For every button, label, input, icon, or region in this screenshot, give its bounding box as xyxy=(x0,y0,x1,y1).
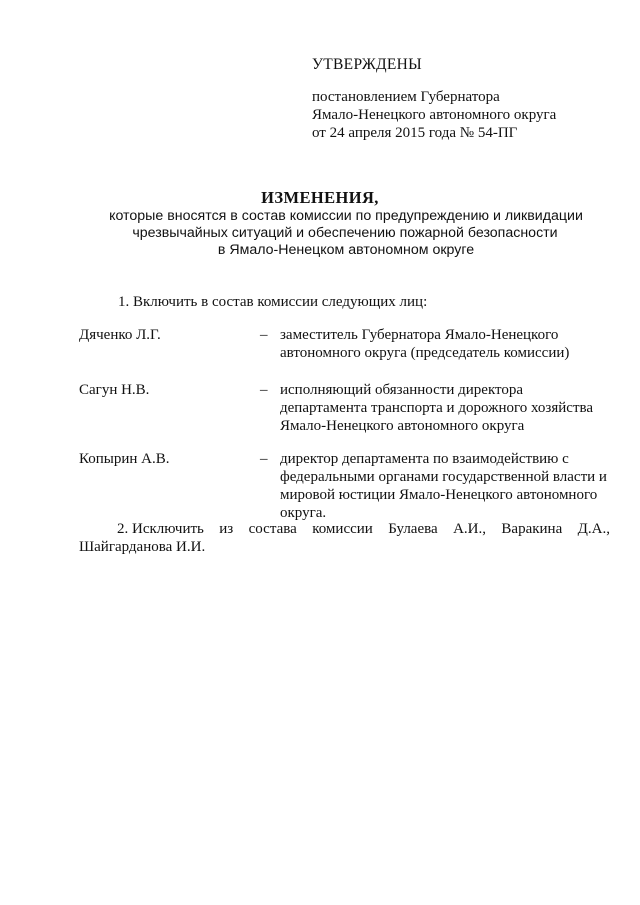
item-2-word: состава xyxy=(248,521,297,537)
item-2-line-1 xyxy=(79,520,610,538)
member-dash: – xyxy=(260,451,268,467)
item-2-word: Д.А., xyxy=(577,521,610,537)
heading-subtitle-line: в Ямало-Ненецком автономном округе xyxy=(217,242,475,258)
member-role xyxy=(280,381,610,435)
member-dash: – xyxy=(260,382,268,398)
heading-title: ИЗМЕНЕНИЯ, xyxy=(261,188,379,207)
item-2-word: Варакина xyxy=(501,521,563,537)
approval-block xyxy=(312,56,612,142)
member-role-line: исполняющий обязанности директора xyxy=(280,382,524,398)
approval-line-decree: постановлением Губернатора xyxy=(312,89,500,105)
approval-title: УТВЕРЖДЕНЫ xyxy=(312,56,422,73)
member-dash: – xyxy=(260,327,268,343)
member-role-line: Ямало-Ненецкого автономного округа xyxy=(280,418,525,434)
member-name: Копырин А.В. xyxy=(79,451,170,467)
approval-line-region: Ямало-Ненецкого автономного округа xyxy=(312,107,557,123)
member-name: Дяченко Л.Г. xyxy=(79,327,161,343)
member-role-line: директор департамента по взаимодействию с xyxy=(280,451,569,467)
item-2-word: А.И., xyxy=(453,521,486,537)
member-role-line: федеральными органами государственной власти и xyxy=(280,469,607,485)
item-2-word: 2. Исключить xyxy=(117,521,204,537)
item-2-exclude xyxy=(79,520,610,556)
heading-subtitle-line: которые вносятся в состав комиссии по предупреждению и ликвидации xyxy=(109,208,583,224)
item-1-include: 1. Включить в состав комиссии следующих лиц: xyxy=(118,294,428,310)
item-2-line-2: Шайгарданова И.И. xyxy=(79,539,206,555)
document-heading xyxy=(0,188,640,259)
member-role xyxy=(280,326,610,362)
member-role xyxy=(280,450,610,522)
approval-line-date: от 24 апреля 2015 года № 54-ПГ xyxy=(312,125,518,141)
member-role-line: округа. xyxy=(280,505,327,521)
item-2-word: Булаева xyxy=(388,521,438,537)
heading-subtitle-line: чрезвычайных ситуаций и обеспечению пожарной безопасности xyxy=(132,225,558,241)
member-role-line: департамента транспорта и дорожного хозяйства xyxy=(280,400,594,416)
member-role-line: автономного округа (председатель комиссии) xyxy=(280,345,570,361)
member-name: Сагун Н.В. xyxy=(79,382,150,398)
item-2-word: из xyxy=(219,521,234,537)
item-2-word: комиссии xyxy=(312,521,373,537)
member-role-line: заместитель Губернатора Ямало-Ненецкого xyxy=(280,327,559,343)
member-role-line: мировой юстиции Ямало-Ненецкого автономного xyxy=(280,487,598,503)
